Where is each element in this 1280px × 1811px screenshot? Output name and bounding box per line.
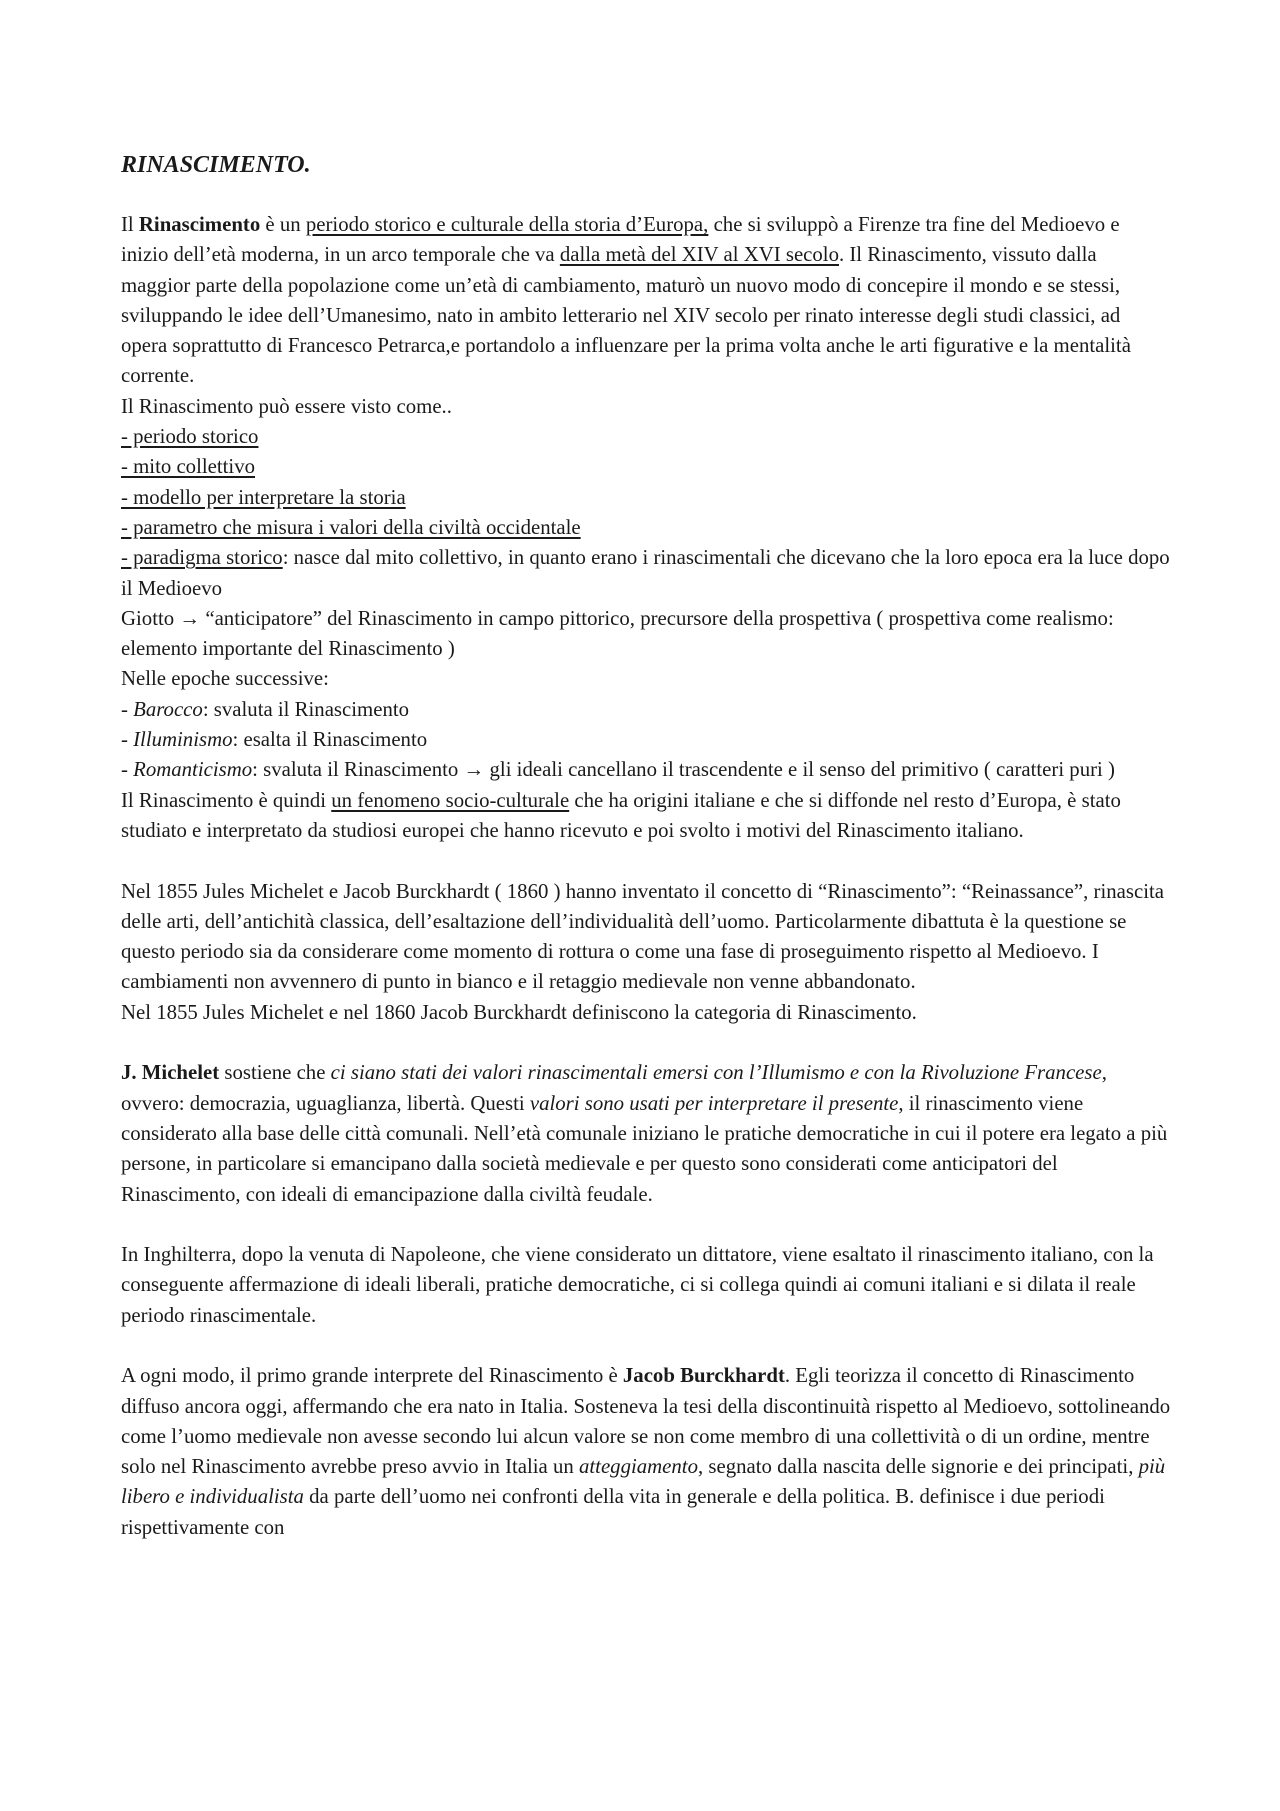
text-run: : esalta il Rinascimento xyxy=(232,728,428,752)
epoca-item xyxy=(121,755,1171,785)
epoca-name: Illuminismo xyxy=(133,728,233,752)
underlined-phrase: un fenomeno socio-culturale xyxy=(331,788,570,812)
list-item-text: - periodo storico xyxy=(121,425,259,449)
text-run: , segnato dalla nascita delle signorie e dei principati, xyxy=(697,1455,1139,1479)
underlined-phrase: periodo storico e culturale della storia d’Europa, xyxy=(305,213,709,236)
paragraph-michelet xyxy=(121,1058,1171,1209)
italic-phrase: ci siano stati dei valori rinascimentali emersi con l’Illumismo e con la Rivoluzione Francese xyxy=(330,1061,1102,1085)
text-run: Il Rinascimento è quindi xyxy=(121,788,332,812)
list-item-text: - modello per interpretare la storia xyxy=(121,485,406,509)
text-run: : nasce dal mito collettivo, in quanto erano i rinascimentali che dicevano che la loro epoca era la luce dopo il Medioevo xyxy=(121,546,1170,600)
paragraph-burckhardt xyxy=(121,1361,1171,1543)
list-item xyxy=(121,483,1171,513)
list-item-text: - mito collettivo xyxy=(121,455,256,479)
text-run: . Il Rinascimento, vissuto dalla maggior parte della popolazione come un’età di cambiamento, maturò un nuovo modo di concepire il mondo e se stessi, sviluppando le idee dell’Umanesimo, nato in ambito letterario nel XIV secolo per rinato interesse degli studi classici, ad opera soprattutto di Francesco Petrarca,e portandolo a influenzare per la prima volta anche le arti figurative e la mentalità corrente. xyxy=(121,243,1131,388)
italic-phrase: più libero e individualista xyxy=(121,1455,1166,1509)
list-intro: Il Rinascimento può essere visto come.. xyxy=(121,394,452,418)
italic-phrase: valori sono usati per interpretare il presente xyxy=(529,1091,899,1115)
paragraph-intro xyxy=(121,210,1171,392)
paragraph-inghilterra: In Inghilterra, dopo la venuta di Napoleone, che viene considerato un dittatore, viene esaltato il rinascimento italiano, con la conseguente affermazione di ideali liberali, pratiche democratiche, ci si collega quindi ai comuni italiani e si dilata il reale periodo rinascimentale. xyxy=(121,1243,1154,1327)
paragraph-gap xyxy=(121,1331,1171,1361)
paragraph-gap xyxy=(121,1210,1171,1240)
text-run: Il xyxy=(121,213,139,236)
text-run: - xyxy=(121,697,134,721)
bold-term: J. Michelet xyxy=(121,1061,220,1085)
epoca-item xyxy=(121,725,1171,755)
list-item-text: - parametro che misura i valori della civiltà occidentale xyxy=(121,515,581,539)
text-run: che si sviluppò a Firenze tra fine del Medioevo e inizio dell’età moderna, in un arco temporale che va xyxy=(121,213,1120,267)
text-run: - xyxy=(121,758,134,782)
list-item-paradigma xyxy=(121,543,1171,604)
list-item-text: - paradigma storico xyxy=(121,546,283,570)
bold-term: Jacob Burckhardt xyxy=(622,1364,785,1388)
epoca-item xyxy=(121,695,1171,725)
document-title: RINASCIMENTO. xyxy=(121,152,311,178)
text-run: sostiene che xyxy=(219,1061,331,1085)
text-run: che ha origini italiane e che si diffonde nel resto d’Europa, è stato studiato e interpretato da studiosi europei che hanno ricevuto e poi svolto i motivi del Rinascimento italiano. xyxy=(121,788,1121,842)
list-item xyxy=(121,452,1171,482)
text-run: A ogni modo, il primo grande interprete del Rinascimento è xyxy=(121,1364,623,1388)
text-run: . Egli teorizza il concetto di Rinascimento diffuso ancora oggi, affermando che era nato in Italia. Sosteneva la tesi della discontinuità rispetto al Medioevo, sottolineando come l’uomo medievale non avesse secondo lui alcun valore se non come membro di una collettività o di un ordine, mentre solo nel Rinascimento avrebbe preso avvio in Italia un xyxy=(121,1364,1171,1479)
list-item xyxy=(121,422,1171,452)
text-run: da parte dell’uomo nei confronti della vita in generale e della politica. B. definisce i due periodi rispettivamente con xyxy=(121,1485,1105,1539)
text-run: , il rinascimento viene considerato alla base delle città comunali. Nell’età comunale iniziano le pratiche democratiche in cui il potere era legato a più persone, in particolare si emancipano dalla società medievale e per questo sono considerati come anticipatori del Rinascimento, con ideali di emancipazione dalla civiltà feudale. xyxy=(121,1091,1168,1206)
text-run: - xyxy=(121,728,134,752)
text-run: è un xyxy=(260,213,306,236)
text-run: , ovvero: democrazia, uguaglianza, libertà. Questi xyxy=(121,1061,1107,1115)
epoca-name: Barocco xyxy=(133,697,203,721)
italic-phrase: atteggiamento xyxy=(579,1455,698,1479)
text-run: : svaluta il Rinascimento → gli ideali cancellano il trascendente e il senso del primitivo ( caratteri puri ) xyxy=(252,758,1115,782)
list-item xyxy=(121,513,1171,543)
paragraph-giotto: Giotto → “anticipatore” del Rinascimento in campo pittorico, precursore della prospettiva ( prospettiva come realismo: elemento importante del Rinascimento ) xyxy=(121,606,1114,661)
underlined-phrase: dalla metà del XIV al XVI secolo xyxy=(559,243,839,267)
paragraph-1855-categoria: Nel 1855 Jules Michelet e nel 1860 Jacob Burckhardt definiscono la categoria di Rinascimento. xyxy=(121,1000,917,1024)
epoche-intro: Nelle epoche successive: xyxy=(121,667,329,691)
paragraph-gap xyxy=(121,1028,1171,1058)
document-page xyxy=(121,150,1171,1543)
text-run: : svaluta il Rinascimento xyxy=(202,697,410,721)
paragraph-1855: Nel 1855 Jules Michelet e Jacob Burckhardt ( 1860 ) hanno inventato il concetto di “Rinascimento”: “Reinassance”, rinascita delle arti, dell’antichità classica, dell’esaltazione dell’individualità dell’uomo. Particolarmente dibattuta è la questione se questo periodo sia da considerare come momento di rottura o come una fase di proseguimento rispetto al Medioevo. I cambiamenti non avvennero di punto in bianco e il retaggio medievale non venne abbandonato. xyxy=(121,879,1164,994)
bold-term: Rinascimento xyxy=(138,213,261,236)
epoca-name: Romanticismo xyxy=(133,758,253,782)
paragraph-fenomeno xyxy=(121,786,1171,847)
paragraph-gap xyxy=(121,846,1171,876)
